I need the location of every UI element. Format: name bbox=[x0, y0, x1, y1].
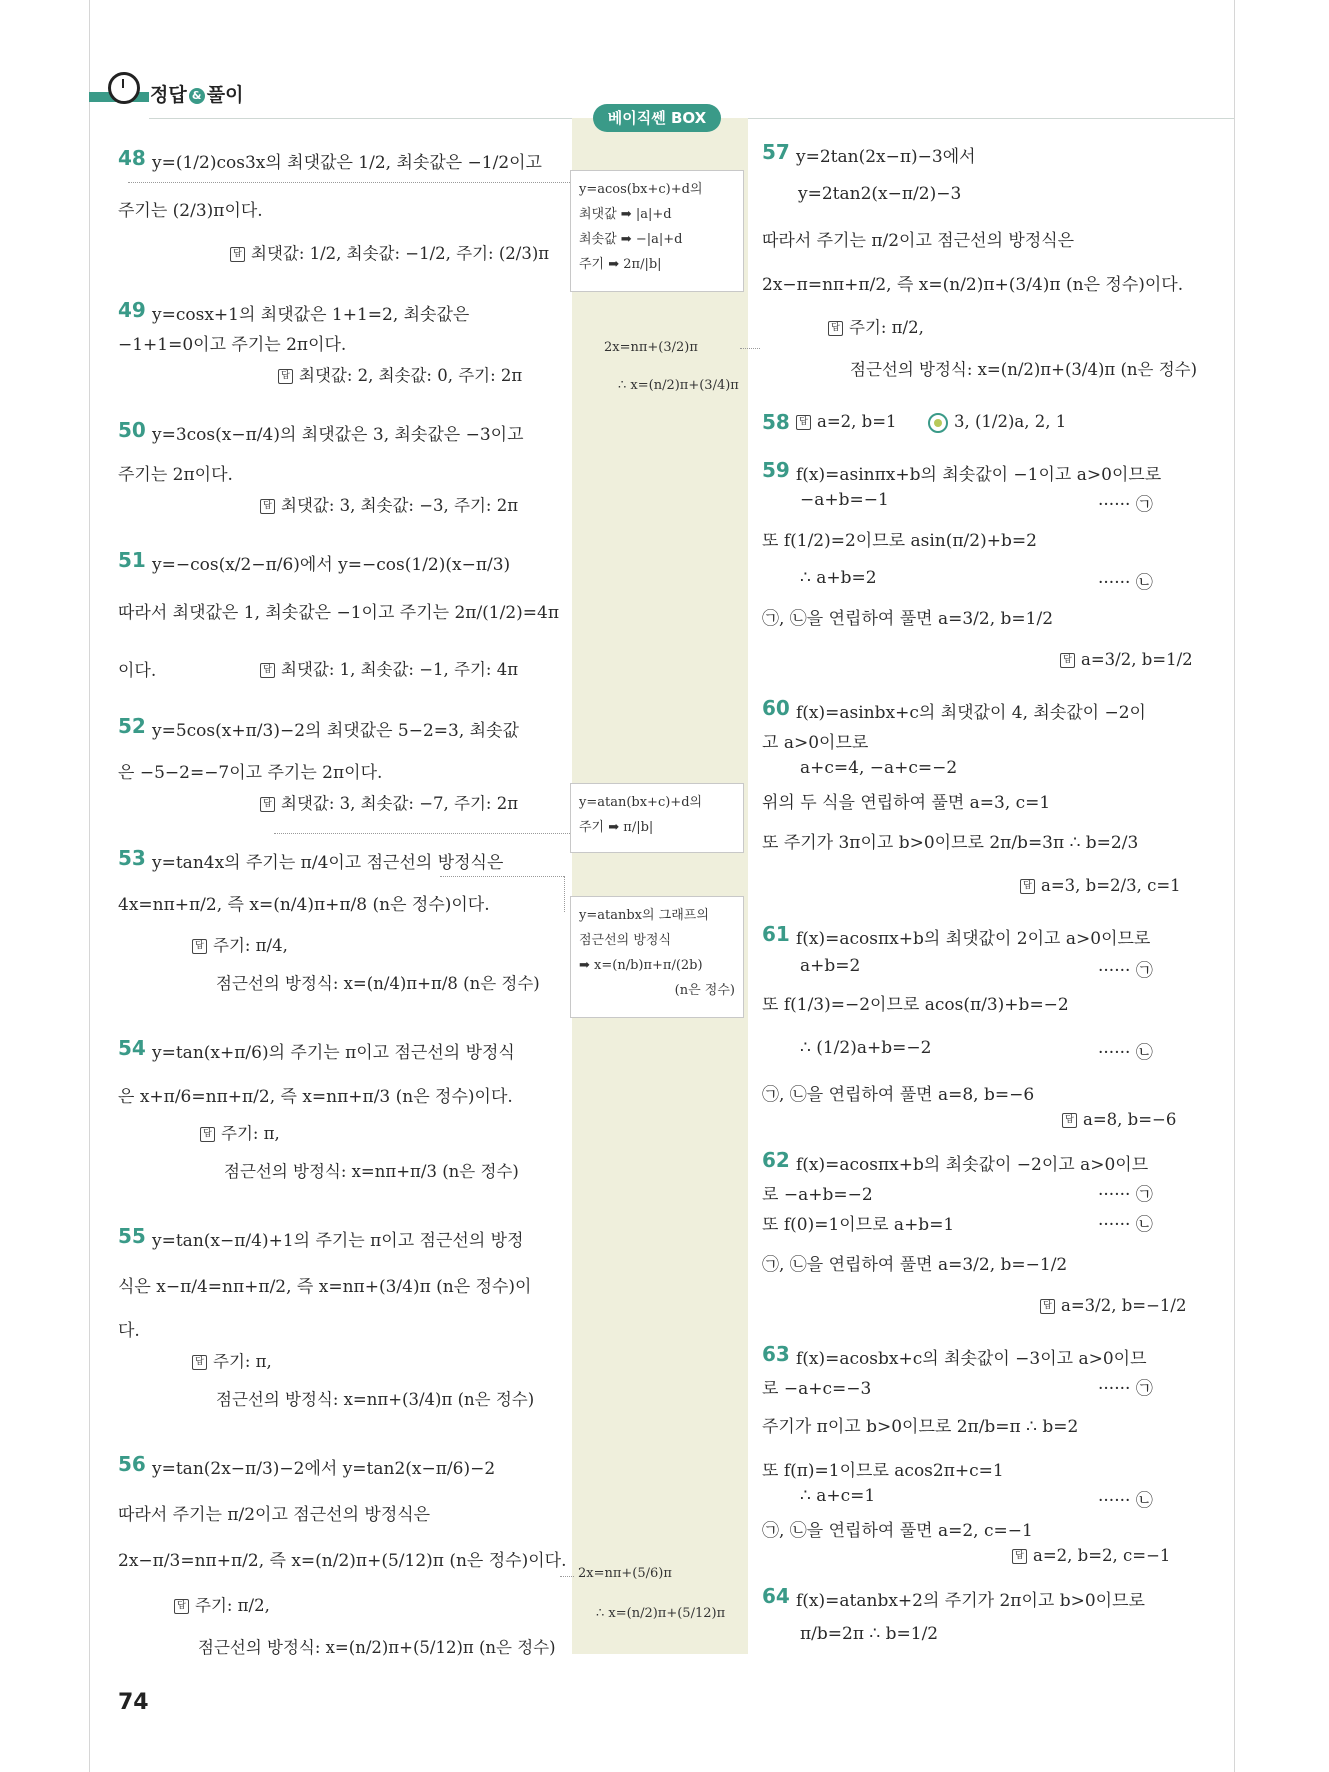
marker-a: ······ ㉠ bbox=[1098, 1185, 1153, 1205]
problem-line: π/b=2π ∴ b=1/2 bbox=[800, 1624, 939, 1644]
problem-line: 따라서 최댓값은 1, 최솟값은 −1이고 주기는 2π/(1/2)=4π bbox=[118, 603, 560, 623]
answer-icon: 답 bbox=[260, 663, 275, 678]
problem-line: 따라서 주기는 π/2이고 점근선의 방정식은 bbox=[762, 231, 1075, 251]
answer-icon: 답 bbox=[1060, 653, 1075, 668]
side-note-56a: 2x=nπ+(5/6)π bbox=[578, 1566, 672, 1581]
problem-number: 61 bbox=[762, 922, 790, 946]
problem-line: f(x)=acosπx+b의 최솟값이 −2이고 a>0이므 bbox=[796, 1155, 1149, 1175]
answer-text: a=2, b=2, c=−1 bbox=[1033, 1546, 1171, 1565]
answer-line bbox=[174, 1592, 270, 1616]
section-title-a: 정답 bbox=[150, 84, 187, 106]
problem-line: ㉠, ㉡을 연립하여 풀면 a=3/2, b=−1/2 bbox=[762, 1255, 1068, 1275]
problem-line: 2x−π/3=nπ+π/2, 즉 x=(n/2)π+(5/12)π (n은 정수)이다. bbox=[118, 1551, 567, 1571]
section-title-b: 풀이 bbox=[206, 84, 244, 106]
side-note-56b: ∴ x=(n/2)π+(5/12)π bbox=[596, 1606, 726, 1621]
problem-line: y=3cos(x−π/4)의 최댓값은 3, 최솟값은 −3이고 bbox=[152, 425, 524, 445]
problem-line: f(x)=atanbx+2의 주기가 2π이고 b>0이므로 bbox=[796, 1591, 1145, 1611]
problem-line: ㉠, ㉡을 연립하여 풀면 a=8, b=−6 bbox=[762, 1085, 1035, 1105]
problem-number: 64 bbox=[762, 1584, 790, 1608]
problem-line: 은 −5−2=−7이고 주기는 2π이다. bbox=[118, 763, 383, 783]
problem-line: y=(1/2)cos3x의 최댓값은 1/2, 최솟값은 −1/2이고 bbox=[152, 153, 542, 173]
answer-line bbox=[1062, 1110, 1176, 1129]
clock-icon bbox=[108, 72, 140, 104]
answer-text: 주기: π/2, bbox=[195, 1596, 270, 1615]
side-box-line: y=atan(bx+c)+d의 bbox=[579, 795, 703, 810]
answer-icon: 답 bbox=[260, 499, 275, 514]
problem-number: 49 bbox=[118, 298, 146, 322]
side-box-line: y=atanbx의 그래프의 bbox=[579, 908, 709, 923]
answer-icon: 답 bbox=[192, 939, 207, 954]
problem-line: 로 −a+c=−3 bbox=[762, 1379, 872, 1399]
answer-line: 점근선의 방정식: x=nπ+(3/4)π (n은 정수) bbox=[216, 1390, 535, 1409]
problem-number: 59 bbox=[762, 458, 790, 482]
problem-line: −1+1=0이고 주기는 2π이다. bbox=[118, 335, 347, 355]
answer-line bbox=[1012, 1546, 1170, 1565]
problem-line: 2x−π=nπ+π/2, 즉 x=(n/2)π+(3/4)π (n은 정수)이다. bbox=[762, 275, 1184, 295]
answer-line: 점근선의 방정식: x=nπ+π/3 (n은 정수) bbox=[224, 1162, 519, 1181]
marker-a: ······ ㉠ bbox=[1098, 1379, 1153, 1399]
problem-line: y=tan(x+π/6)의 주기는 π이고 점근선의 방정식 bbox=[152, 1043, 515, 1063]
check-line bbox=[928, 412, 1066, 433]
answer-icon: 답 bbox=[1062, 1113, 1077, 1128]
answer-text: a=3/2, b=−1/2 bbox=[1061, 1296, 1187, 1315]
side-box-line: 점근선의 방정식 bbox=[579, 933, 672, 948]
answer-text: 주기: π, bbox=[221, 1124, 280, 1143]
page-number: 74 bbox=[118, 1690, 149, 1715]
marker-a: ······ ㉠ bbox=[1098, 961, 1153, 981]
answer-text: a=3/2, b=1/2 bbox=[1081, 650, 1193, 669]
answer-icon: 답 bbox=[278, 369, 293, 384]
problem-line: 다. bbox=[118, 1321, 140, 1341]
box-badge: 베이직쎈 BOX bbox=[593, 104, 721, 132]
page-border-left bbox=[89, 0, 90, 1772]
leader-line bbox=[740, 348, 760, 349]
problem-line: y=−cos(x/2−π/6)에서 y=−cos(1/2)(x−π/3) bbox=[152, 555, 511, 575]
problem-line: y=cosx+1의 최댓값은 1+1=2, 최솟값은 bbox=[152, 305, 470, 325]
answer-line bbox=[192, 932, 288, 956]
page-border-right bbox=[1234, 0, 1235, 1772]
leader-line bbox=[274, 833, 570, 834]
answer-text: 주기: π/2, bbox=[849, 318, 924, 337]
answer-icon: 답 bbox=[828, 321, 843, 336]
leader-line bbox=[440, 876, 564, 877]
problem-number: 50 bbox=[118, 418, 146, 442]
problem-line: a+c=4, −a+c=−2 bbox=[800, 758, 958, 778]
marker-b: ······ ㉡ bbox=[1098, 1043, 1153, 1063]
side-box-cos bbox=[570, 170, 744, 292]
answer-line bbox=[192, 1348, 272, 1372]
answer-icon: 답 bbox=[200, 1127, 215, 1142]
answer-line: 점근선의 방정식: x=(n/2)π+(5/12)π (n은 정수) bbox=[198, 1638, 556, 1657]
side-box-tan-period bbox=[570, 783, 744, 853]
problem-line: f(x)=asinπx+b의 최솟값이 −1이고 a>0이므로 bbox=[796, 465, 1162, 485]
problem-line: 주기가 π이고 b>0이므로 2π/b=π ∴ b=2 bbox=[762, 1417, 1079, 1437]
answer-line: 점근선의 방정식: x=(n/2)π+(3/4)π (n은 정수) bbox=[850, 360, 1198, 379]
answer-text: 주기: π/4, bbox=[213, 936, 288, 955]
problem-line: 또 f(1/3)=−2이므로 acos(π/3)+b=−2 bbox=[762, 995, 1069, 1015]
problem-line: ∴ a+c=1 bbox=[800, 1486, 876, 1506]
problem-number: 52 bbox=[118, 714, 146, 738]
check-text: 3, (1/2)a, 2, 1 bbox=[954, 412, 1067, 431]
problem-number: 57 bbox=[762, 140, 790, 164]
marker-b: ······ ㉡ bbox=[1098, 573, 1153, 593]
problem-line: 고 a>0이므로 bbox=[762, 733, 869, 753]
problem-number: 48 bbox=[118, 146, 146, 170]
problem-line: 주기는 2π이다. bbox=[118, 465, 233, 485]
leader-line bbox=[564, 876, 565, 912]
answer-icon: 답 bbox=[796, 415, 811, 430]
answer-text: 주기: π, bbox=[213, 1352, 272, 1371]
problem-line: 또 주기가 3π이고 b>0이므로 2π/b=3π ∴ b=2/3 bbox=[762, 833, 1139, 853]
problem-line: y=tan(x−π/4)+1의 주기는 π이고 점근선의 방정 bbox=[152, 1231, 524, 1251]
problem-line: 또 f(π)=1이므로 acos2π+c=1 bbox=[762, 1461, 1004, 1481]
problem-line: ∴ a+b=2 bbox=[800, 568, 877, 588]
answer-icon: 답 bbox=[1020, 879, 1035, 894]
marker-a: ······ ㉠ bbox=[1098, 495, 1153, 515]
answer-line bbox=[1040, 1296, 1186, 1315]
answer-text: 최댓값: 1/2, 최솟값: −1/2, 주기: (2/3)π bbox=[251, 244, 550, 263]
answer-line bbox=[260, 656, 518, 680]
problem-line: y=2tan2(x−π/2)−3 bbox=[798, 184, 962, 204]
problem-number: 63 bbox=[762, 1342, 790, 1366]
problem-line: f(x)=acosbx+c의 최솟값이 −3이고 a>0이므 bbox=[796, 1349, 1147, 1369]
problem-line: ∴ (1/2)a+b=−2 bbox=[800, 1038, 932, 1058]
problem-number: 51 bbox=[118, 548, 146, 572]
answer-text: a=2, b=1 bbox=[817, 412, 897, 431]
side-box-tan-asymptote bbox=[570, 896, 744, 1018]
answer-text: 최댓값: 3, 최솟값: −7, 주기: 2π bbox=[281, 794, 519, 813]
problem-line: 위의 두 식을 연립하여 풀면 a=3, c=1 bbox=[762, 793, 1051, 813]
problem-line: 이다. bbox=[118, 661, 157, 681]
target-icon bbox=[928, 413, 948, 433]
answer-text: a=8, b=−6 bbox=[1083, 1110, 1177, 1129]
side-box-line: y=acos(bx+c)+d의 bbox=[579, 182, 703, 197]
answer-line bbox=[796, 412, 897, 431]
answer-text: 최댓값: 1, 최솟값: −1, 주기: 4π bbox=[281, 660, 519, 679]
problem-line: f(x)=asinbx+c의 최댓값이 4, 최솟값이 −2이 bbox=[796, 703, 1146, 723]
answer-line bbox=[230, 240, 549, 264]
side-note-57a: 2x=nπ+(3/2)π bbox=[604, 340, 698, 355]
problem-number: 58 bbox=[762, 410, 790, 434]
problem-line: f(x)=acosπx+b의 최댓값이 2이고 a>0이므로 bbox=[796, 929, 1151, 949]
answer-line bbox=[1060, 650, 1193, 669]
answer-icon: 답 bbox=[174, 1599, 189, 1614]
side-box-line: 최댓값 ➡ |a|+d bbox=[579, 207, 672, 222]
marker-b: ······ ㉡ bbox=[1098, 1215, 1153, 1235]
problem-line: 로 −a+b=−2 bbox=[762, 1185, 873, 1205]
side-box-line: 최솟값 ➡ −|a|+d bbox=[579, 232, 683, 247]
answer-icon: 답 bbox=[1012, 1549, 1027, 1564]
side-box-line: 주기 ➡ π/|b| bbox=[579, 820, 654, 835]
problem-line: 주기는 (2/3)π이다. bbox=[118, 201, 263, 221]
side-box-line: 주기 ➡ 2π/|b| bbox=[579, 257, 662, 272]
problem-line: 식은 x−π/4=nπ+π/2, 즉 x=nπ+(3/4)π (n은 정수)이 bbox=[118, 1277, 532, 1297]
answer-line bbox=[260, 492, 518, 516]
section-title bbox=[150, 80, 243, 107]
problem-line: y=5cos(x+π/3)−2의 최댓값은 5−2=3, 최솟값 bbox=[152, 721, 519, 741]
problem-number: 55 bbox=[118, 1224, 146, 1248]
answer-line bbox=[1020, 876, 1181, 895]
problem-line: 따라서 주기는 π/2이고 점근선의 방정식은 bbox=[118, 1505, 431, 1525]
marker-b: ······ ㉡ bbox=[1098, 1491, 1153, 1511]
amp-badge: & bbox=[189, 88, 205, 104]
problem-line: 또 f(0)=1이므로 a+b=1 bbox=[762, 1215, 955, 1235]
answer-text: 최댓값: 3, 최솟값: −3, 주기: 2π bbox=[281, 496, 519, 515]
problem-line: y=tan4x의 주기는 π/4이고 점근선의 방정식은 bbox=[152, 853, 504, 873]
problem-line: 은 x+π/6=nπ+π/2, 즉 x=nπ+π/3 (n은 정수)이다. bbox=[118, 1087, 513, 1107]
answer-icon: 답 bbox=[1040, 1299, 1055, 1314]
problem-line: −a+b=−1 bbox=[800, 490, 889, 510]
problem-line: 4x=nπ+π/2, 즉 x=(n/4)π+π/8 (n은 정수)이다. bbox=[118, 895, 490, 915]
answer-line bbox=[278, 362, 522, 386]
answer-icon: 답 bbox=[260, 797, 275, 812]
problem-number: 53 bbox=[118, 846, 146, 870]
answer-line bbox=[828, 314, 924, 338]
problem-number: 56 bbox=[118, 1452, 146, 1476]
problem-number: 62 bbox=[762, 1148, 790, 1172]
answer-line: 점근선의 방정식: x=(n/4)π+π/8 (n은 정수) bbox=[216, 974, 540, 993]
leader-line bbox=[128, 182, 570, 183]
answer-text: a=3, b=2/3, c=1 bbox=[1041, 876, 1181, 895]
problem-line: y=tan(2x−π/3)−2에서 y=tan2(x−π/6)−2 bbox=[152, 1459, 496, 1479]
answer-text: 최댓값: 2, 최솟값: 0, 주기: 2π bbox=[299, 366, 523, 385]
leader-line bbox=[560, 1576, 574, 1577]
problem-line: a+b=2 bbox=[800, 956, 861, 976]
side-box-line: ➡ x=(n/b)π+π/(2b) bbox=[579, 958, 703, 973]
answer-icon: 답 bbox=[230, 247, 245, 262]
problem-line: 또 f(1/2)=2이므로 asin(π/2)+b=2 bbox=[762, 531, 1037, 551]
answer-line bbox=[200, 1120, 280, 1144]
problem-number: 60 bbox=[762, 696, 790, 720]
problem-line: y=2tan(2x−π)−3에서 bbox=[796, 147, 976, 167]
problem-number: 54 bbox=[118, 1036, 146, 1060]
side-note-57b: ∴ x=(n/2)π+(3/4)π bbox=[618, 378, 739, 393]
problem-line: ㉠, ㉡을 연립하여 풀면 a=2, c=−1 bbox=[762, 1521, 1033, 1541]
side-box-line: (n은 정수) bbox=[674, 983, 735, 998]
answer-icon: 답 bbox=[192, 1355, 207, 1370]
answer-line bbox=[260, 790, 518, 814]
problem-line: ㉠, ㉡을 연립하여 풀면 a=3/2, b=1/2 bbox=[762, 609, 1054, 629]
